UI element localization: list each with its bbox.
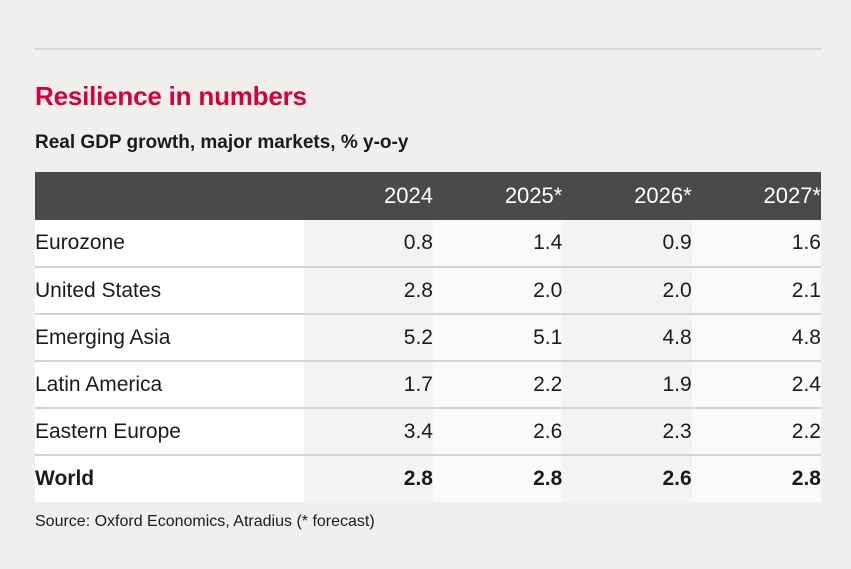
- cell-value: 2.6: [433, 408, 562, 455]
- row-label: United States: [35, 267, 304, 314]
- row-label: World: [35, 455, 304, 502]
- cell-value: 2.4: [692, 361, 821, 408]
- table-row-total: [35, 455, 821, 502]
- cell-value: 4.8: [692, 314, 821, 361]
- row-label: Eurozone: [35, 220, 304, 267]
- cell-value: 2.0: [433, 267, 562, 314]
- table-body: [35, 220, 821, 502]
- column-header-2024: 2024: [304, 172, 433, 220]
- cell-value: 5.2: [304, 314, 433, 361]
- table-header-row: [35, 172, 821, 220]
- cell-value: 1.6: [692, 220, 821, 267]
- table-row: [35, 267, 821, 314]
- cell-value: 2.6: [562, 455, 691, 502]
- row-label: Latin America: [35, 361, 304, 408]
- card-inner: [35, 48, 821, 531]
- table-row: [35, 408, 821, 455]
- cell-value: 0.8: [304, 220, 433, 267]
- row-label: Eastern Europe: [35, 408, 304, 455]
- table-row: [35, 361, 821, 408]
- column-header-2027: 2027*: [692, 172, 821, 220]
- cell-value: 2.8: [304, 455, 433, 502]
- cell-value: 1.7: [304, 361, 433, 408]
- cell-value: 2.2: [433, 361, 562, 408]
- cell-value: 5.1: [433, 314, 562, 361]
- cell-value: 1.4: [433, 220, 562, 267]
- table-header: [35, 172, 821, 220]
- cell-value: 4.8: [562, 314, 691, 361]
- cell-value: 2.8: [692, 455, 821, 502]
- top-divider: [35, 48, 821, 50]
- cell-value: 1.9: [562, 361, 691, 408]
- cell-value: 2.0: [562, 267, 691, 314]
- column-header-region: [35, 172, 304, 220]
- cell-value: 2.2: [692, 408, 821, 455]
- cell-value: 2.8: [304, 267, 433, 314]
- row-label: Emerging Asia: [35, 314, 304, 361]
- source-note: Source: Oxford Economics, Atradius (* forecast): [35, 513, 375, 531]
- column-header-2025: 2025*: [433, 172, 562, 220]
- cell-value: 2.3: [562, 408, 691, 455]
- page-title: Resilience in numbers: [35, 81, 307, 111]
- table-row: [35, 220, 821, 267]
- cell-value: 2.1: [692, 267, 821, 314]
- column-header-2026: 2026*: [562, 172, 691, 220]
- table-row: [35, 314, 821, 361]
- cell-value: 2.8: [433, 455, 562, 502]
- gdp-table: [35, 172, 821, 502]
- cell-value: 3.4: [304, 408, 433, 455]
- chart-subtitle: Real GDP growth, major markets, % y-o-y: [35, 131, 409, 153]
- cell-value: 0.9: [562, 220, 691, 267]
